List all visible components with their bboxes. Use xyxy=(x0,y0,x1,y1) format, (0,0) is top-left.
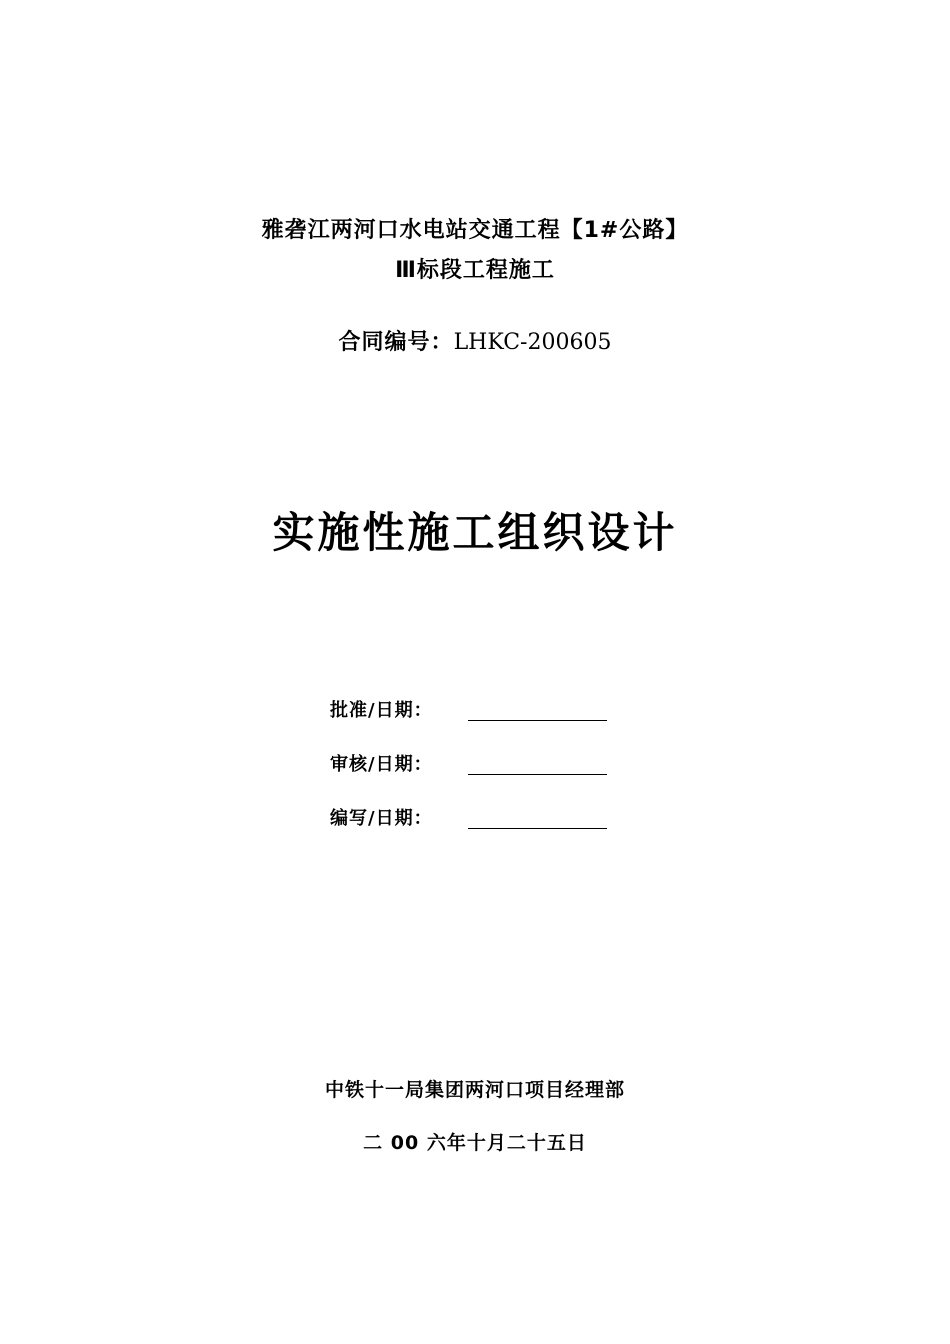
author-signature-row xyxy=(330,804,468,834)
document-date: 二 00 六年十月二十五日 xyxy=(363,1132,587,1154)
author-signature-line xyxy=(468,828,607,829)
document-main-title: 实施性施工组织设计 xyxy=(272,508,678,557)
contract-label: 合同编号： xyxy=(338,330,454,355)
review-signature-row xyxy=(330,750,468,780)
section-title: Ⅲ标段工程施工 xyxy=(395,258,555,283)
review-signature-line xyxy=(468,774,607,775)
contract-number: LHKC-200605 xyxy=(453,330,612,355)
company-name: 中铁十一局集团两河口项目经理部 xyxy=(324,1079,625,1101)
contract-line xyxy=(0,325,950,356)
approval-signature-line xyxy=(468,720,607,721)
review-label: 审核/日期： xyxy=(330,754,433,775)
approval-label: 批准/日期： xyxy=(330,700,433,721)
approval-signature-row xyxy=(330,696,468,726)
project-title: 雅砻江两河口水电站交通工程【1#公路】 xyxy=(261,218,689,243)
author-label: 编写/日期： xyxy=(330,808,433,829)
